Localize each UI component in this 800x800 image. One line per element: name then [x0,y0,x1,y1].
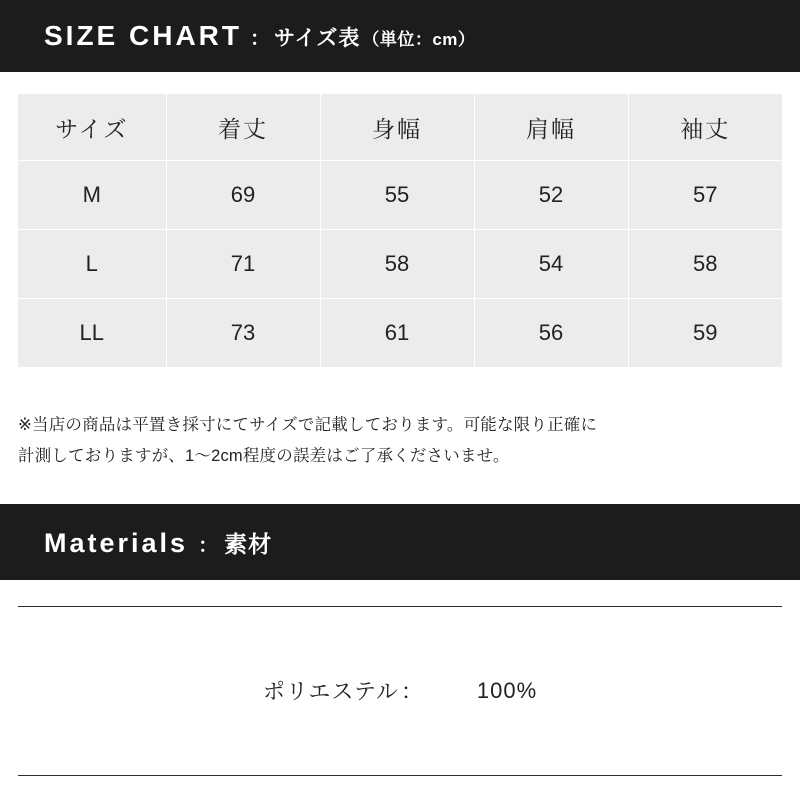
column-header-size: サイズ [18,94,166,161]
size-chart-header-inner [0,20,475,52]
size-chart-header-bar [0,0,800,72]
size-table [18,94,782,367]
materials-title: Materials [44,527,189,558]
column-header-sleeve: 袖丈 [628,94,782,161]
cell-length: 69 [166,161,320,230]
table-row [18,230,782,299]
material-value: 100% [476,677,538,703]
cell-shoulder: 56 [474,299,628,368]
measurement-note-line-1: ※当店の商品は平置き採寸にてサイズで記載しております。可能な限り正確に [18,416,598,434]
cell-size: LL [18,299,166,368]
measurement-note-line-2: 計測しておりますが、1〜2cm程度の誤差はご了承くださいませ。 [18,446,510,465]
materials-header-bar [0,504,800,580]
cell-shoulder: 54 [474,230,628,299]
cell-size: L [18,230,166,299]
materials-header-inner [0,526,272,559]
size-chart-title-colon: ： [250,28,270,50]
material-colon: ： [400,679,423,704]
cell-sleeve: 58 [628,230,782,299]
cell-width: 58 [320,230,474,299]
measurement-note [18,410,782,471]
cell-width: 55 [320,161,474,230]
material-item-row [18,606,782,775]
size-table-wrapper [18,94,782,367]
size-chart-unit: （単位：cm） [362,30,476,49]
cell-length: 71 [166,230,320,299]
cell-width: 61 [320,299,474,368]
column-header-width: 身幅 [320,94,474,161]
table-row [18,161,782,230]
size-chart-subtitle: サイズ表 [274,27,361,50]
materials-subtitle: 素材 [224,530,273,557]
size-chart-title: SIZE CHART [44,20,242,51]
materials-title-colon: ： [198,534,219,557]
table-row [18,299,782,368]
cell-size: M [18,161,166,230]
column-header-shoulder: 肩幅 [474,94,628,161]
material-name: ポリエステル [262,679,399,704]
column-header-length: 着丈 [166,94,320,161]
cell-sleeve: 57 [628,161,782,230]
cell-shoulder: 52 [474,161,628,230]
materials-divider-bottom [18,775,782,776]
cell-sleeve: 59 [628,299,782,368]
table-header-row [18,94,782,161]
cell-length: 73 [166,299,320,368]
size-table-head [18,94,782,161]
size-table-body [18,161,782,368]
